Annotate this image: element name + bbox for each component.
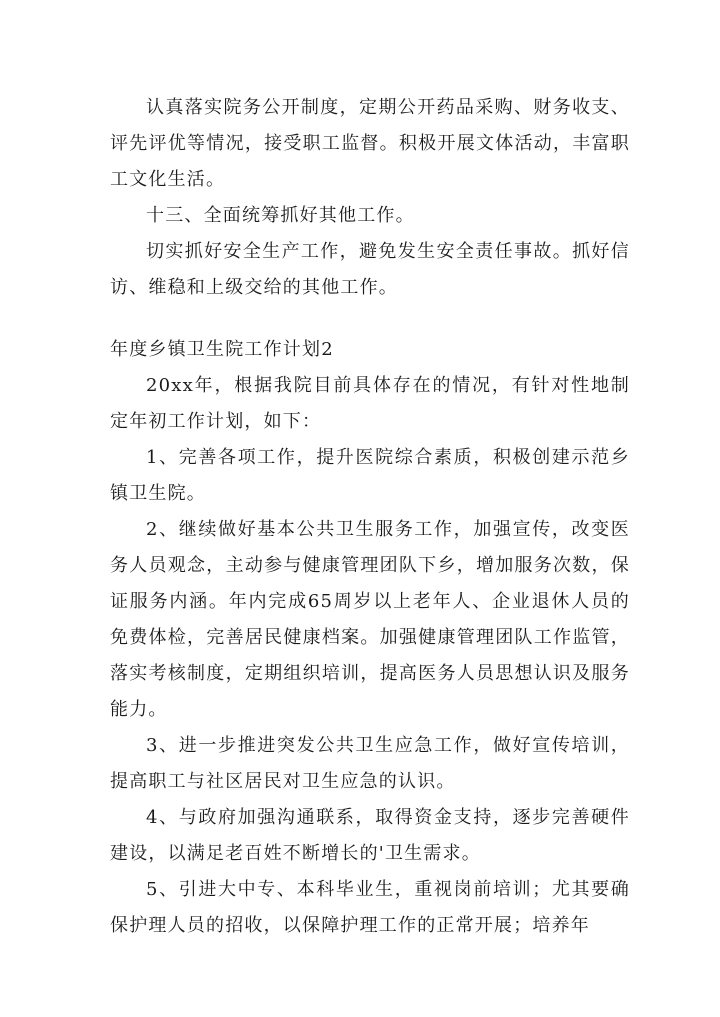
list-item: 5、引进大中专、本科毕业生，重视岗前培训；尤其要确保护理人员的招收，以保障护理工作的正常开展；培养年: [110, 879, 630, 936]
paragraph: 认真落实院务公开制度，定期公开药品采购、财务收支、评先评优等情况，接受职工监督。积极开展文体活动，丰富职工文化生活。: [110, 97, 630, 190]
list-item: 2、继续做好基本公共卫生服务工作，加强宣传，改变医务人员观念，主动参与健康管理团队下乡，增加服务次数，保证服务内涵。年内完成65周岁以上老年人、企业退休人员的免费体检，完善居民健康档案。加强健康管理团队工作监管，落实考核制度，定期组织培训，提高医务人员思想认识及服务能力。: [110, 519, 630, 720]
paragraph: 切实抓好安全生产工作，避免发生安全责任事故。抓好信访、维稳和上级交给的其他工作。: [110, 241, 630, 298]
list-item: 1、完善各项工作，提升医院综合素质，积极创建示范乡镇卫生院。: [110, 447, 630, 504]
document-body: [110, 90, 630, 944]
paragraph: 20xx年，根据我院目前具体存在的情况，有针对性地制定年初工作计划，如下：: [110, 375, 630, 432]
list-item: 4、与政府加强沟通联系，取得资金支持，逐步完善硬件建设，以满足老百姓不断增长的'卫生需求。: [110, 807, 630, 864]
document-heading: 年度乡镇卫生院工作计划2: [110, 339, 334, 360]
list-item: 3、进一步推进突发公共卫生应急工作，做好宣传培训，提高职工与社区居民对卫生应急的认识。: [110, 735, 630, 792]
section-title: 十三、全面统筹抓好其他工作。: [146, 205, 415, 226]
